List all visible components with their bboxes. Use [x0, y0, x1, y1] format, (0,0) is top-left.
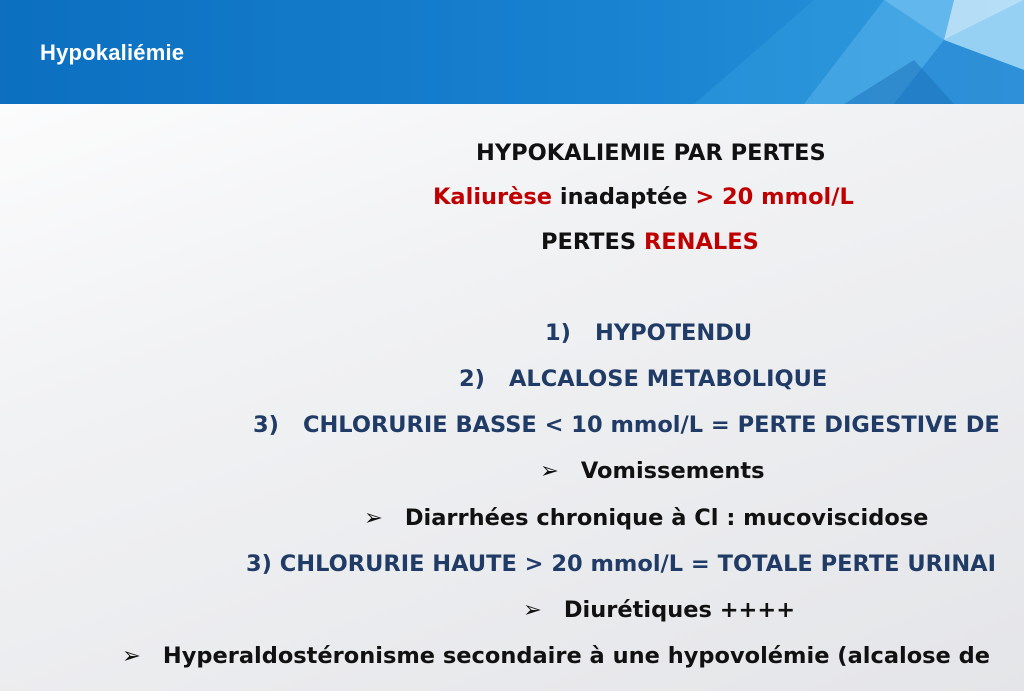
heading-kaliurese-term: Kaliurèse: [433, 184, 553, 210]
cause-list-item: [540, 458, 765, 484]
cause-text: Vomissements: [580, 458, 765, 484]
heading-renal-term: RENALES: [643, 229, 759, 255]
arrow-bullet-icon: ➢: [540, 458, 559, 484]
criterion-number: 1): [545, 320, 571, 346]
slide-title: Hypokaliémie: [40, 40, 185, 65]
criterion-number: 2): [459, 366, 485, 392]
arrow-bullet-icon: ➢: [523, 597, 542, 623]
slide-header: [0, 0, 1024, 104]
heading-renal-losses: [541, 229, 759, 255]
criterion-text: HYPOTENDU: [594, 320, 753, 346]
criterion-item: [253, 412, 1000, 438]
criterion-item: [459, 366, 827, 392]
cause-text: Hyperaldostéronisme secondaire à une hypovolémie (alcalose de: [162, 643, 991, 669]
cause-list-item: [364, 505, 928, 531]
criterion-item: [545, 320, 752, 346]
heading-kaliurese: [433, 184, 854, 210]
criterion-text: ALCALOSE METABOLIQUE: [508, 366, 828, 392]
heading-kaliurese-qualifier: inadaptée: [552, 184, 696, 210]
cause-list-item: [523, 597, 795, 623]
cause-text: Diarrhées chronique à Cl : mucoviscidose: [404, 505, 929, 531]
cause-list-item: [122, 643, 990, 669]
criterion-text: CHLORURIE BASSE < 10 mmol/L = PERTE DIGESTIVE DE: [302, 412, 1000, 438]
cause-text: Diurétiques ++++: [563, 597, 796, 623]
heading-title: HYPOKALIEMIE PAR PERTES: [476, 140, 826, 166]
heading-renal-prefix: PERTES: [541, 229, 644, 255]
heading-kaliurese-threshold: > 20 mmol/L: [695, 184, 854, 210]
arrow-bullet-icon: ➢: [364, 505, 383, 531]
arrow-bullet-icon: ➢: [122, 643, 141, 669]
decorative-facets: [694, 0, 1024, 104]
high-chloride-criterion: 3) CHLORURIE HAUTE > 20 mmol/L = TOTALE PERTE URINAI: [246, 551, 996, 577]
criterion-number: 3): [253, 412, 279, 438]
